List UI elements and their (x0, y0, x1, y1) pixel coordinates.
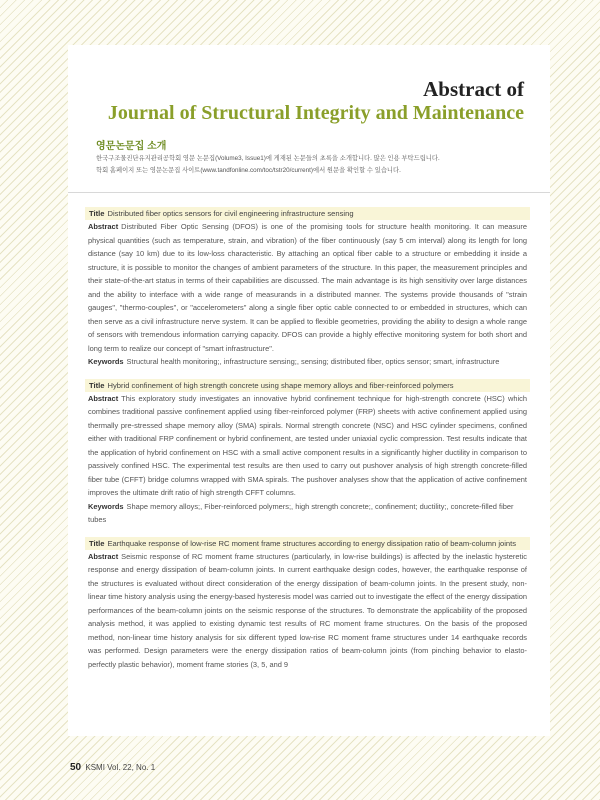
page-footer (70, 762, 155, 773)
abstract-text: This exploratory study investigates an innovative hybrid confinement technique for high-strength concrete (HSC) which combines traditional passive confinement applied using fiber-reinforced polymer (FRP) sheets with active confinement applied using thermally pre-stressed shape memory alloy (SMA) spirals. Normal strength concrete (NSC) and HSC cylinder specimens, confined either with traditional FRP confinement or hybrid confinement, are tested under uniaxial cyclic compression. Test results indicate that the application of hybrid confinement on HSC with a small active component results in a significantly higher ductility in comparison to passively confined HSC. The experimental test results are then used to carry out pushover analysis of high strength concrete-filled fiber tube (CFFT) bridge columns wrapped with SMA spirals. The pushover analyses show that the application of active confinement improves the ultimate drift ratio of high strength CFFT columns. (88, 393, 527, 497)
article-title-row (85, 379, 530, 392)
page-header (68, 45, 550, 176)
intro-line-1: 한국구조물진단유지관리공학회 영문 논문집(Volume3, Issue1)에 게재된 논문들의 초록을 소개합니다. 많은 인용 부탁드립니다. (96, 155, 440, 162)
title-label: Title (89, 209, 105, 218)
article-title: Earthquake response of low-rise RC moment frame structures according to energy dissipation ratio of beam-column joints (107, 538, 517, 548)
article-keywords (85, 500, 530, 527)
abstract-label: Abstract (88, 393, 119, 403)
keywords-label: Keywords (88, 501, 124, 511)
abstract-text: Seismic response of RC moment frame structures (particularly, in low-rise buildings) is affected by the inelastic hysteretic response and energy dissipation of beam-column joints. In current earthquake design codes, however, the earthquake response of the structures is evaluated without direct consideration of the energy dissipation of beam-column joints. In the present study, non-linear time history analysis using the energy-based hysteresis model was carried out to investigate the effect of the energy dissipation performances of the beam-column joints on the seismic response of the structures. To demonstrate the applicability of the proposed analysis method, it was applied to existing dynamic test results of RC moment frame structures. On the basis of the proposed method, non-linear time history analysis for six different typed low-rise RC moment frame structures under 14 earthquake records was performed. Design parameters were the energy dissipation ratios of beam-column joints (from pinching behavior to elasto-perfectly plastic behavior), moment frame stories (3, 5, and 9 (88, 551, 527, 669)
article-title-row (85, 537, 530, 550)
page-number: 50 (70, 762, 82, 773)
keywords-text: Shape memory alloys;, Fiber-reinforced polymers;, high strength concrete;, confinement; ductility;, concrete-filled fiber tubes (88, 501, 514, 524)
title-label: Title (89, 538, 105, 548)
heading-journal-title: Journal of Structural Integrity and Maintenance (107, 102, 524, 124)
article-2 (85, 379, 530, 527)
title-label: Title (89, 380, 105, 390)
heading-abstract-of: Abstract of (423, 77, 524, 101)
abstract-panel (68, 45, 550, 736)
article-abstract (85, 220, 530, 355)
abstract-text: Distributed Fiber Optic Sensing (DFOS) is one of the promising tools for structure health monitoring. It can measure physical quantities (such as temperature, strain, and vibration) of the fiber continuously (say 5 cm interval) along its length for long distance (say 10 km) due to its low-loss characteristic. By attaching an optical fiber cable to a structure or embedding it inside a structure, it is possible to monitor the changes of ambient parameters of the structure. In this paper, the measurement principles and their state-of-the-art status in terms of their capabilities are discussed. The main advantage is its high sensitivity over large distances and the ability to interface with a wide range of measurands in a distributed manner. The systems provide thousands of "strain gauges", "thermo-couples", or "accelerometers" along a single fiber optic cable connected to or embedded in structures, which can then serve as a civil infrastructure nerve system. It can be applied to flexible geometries, providing the ability to design a whole range of sensors with tremendous information carrying capacity. DFOS can provide a highly effective monitoring system for both short and long term to realize our concept of "smart infrastructure". (88, 222, 527, 353)
abstract-label: Abstract (88, 222, 119, 231)
journal-issue: KSMI Vol. 22, No. 1 (85, 763, 156, 772)
article-1 (85, 207, 530, 369)
article-title-row (85, 207, 530, 220)
article-abstract (85, 550, 530, 672)
article-keywords (85, 355, 530, 369)
article-abstract (85, 392, 530, 500)
keywords-label: Keywords (88, 357, 124, 366)
korean-subtitle: 영문논문집 소개 (96, 141, 167, 152)
article-title: Hybrid confinement of high strength concrete using shape memory alloys and fiber-reinforced polymers (107, 380, 454, 390)
keywords-text: Structural health monitoring;, infrastructure sensing;, sensing; distributed fiber, optics sensor; smart, infrastructure (126, 357, 500, 366)
article-title: Distributed fiber optics sensors for civil engineering infrastructure sensing (107, 209, 354, 218)
intro-line-2: 학회 홈페이지 또는 영문논문집 사이트(www.tandfonline.com/toc/tstr20/current)에서 원문을 확인할 수 있습니다. (96, 167, 401, 174)
article-list (68, 193, 550, 671)
abstract-label: Abstract (88, 551, 119, 561)
article-3 (85, 537, 530, 672)
